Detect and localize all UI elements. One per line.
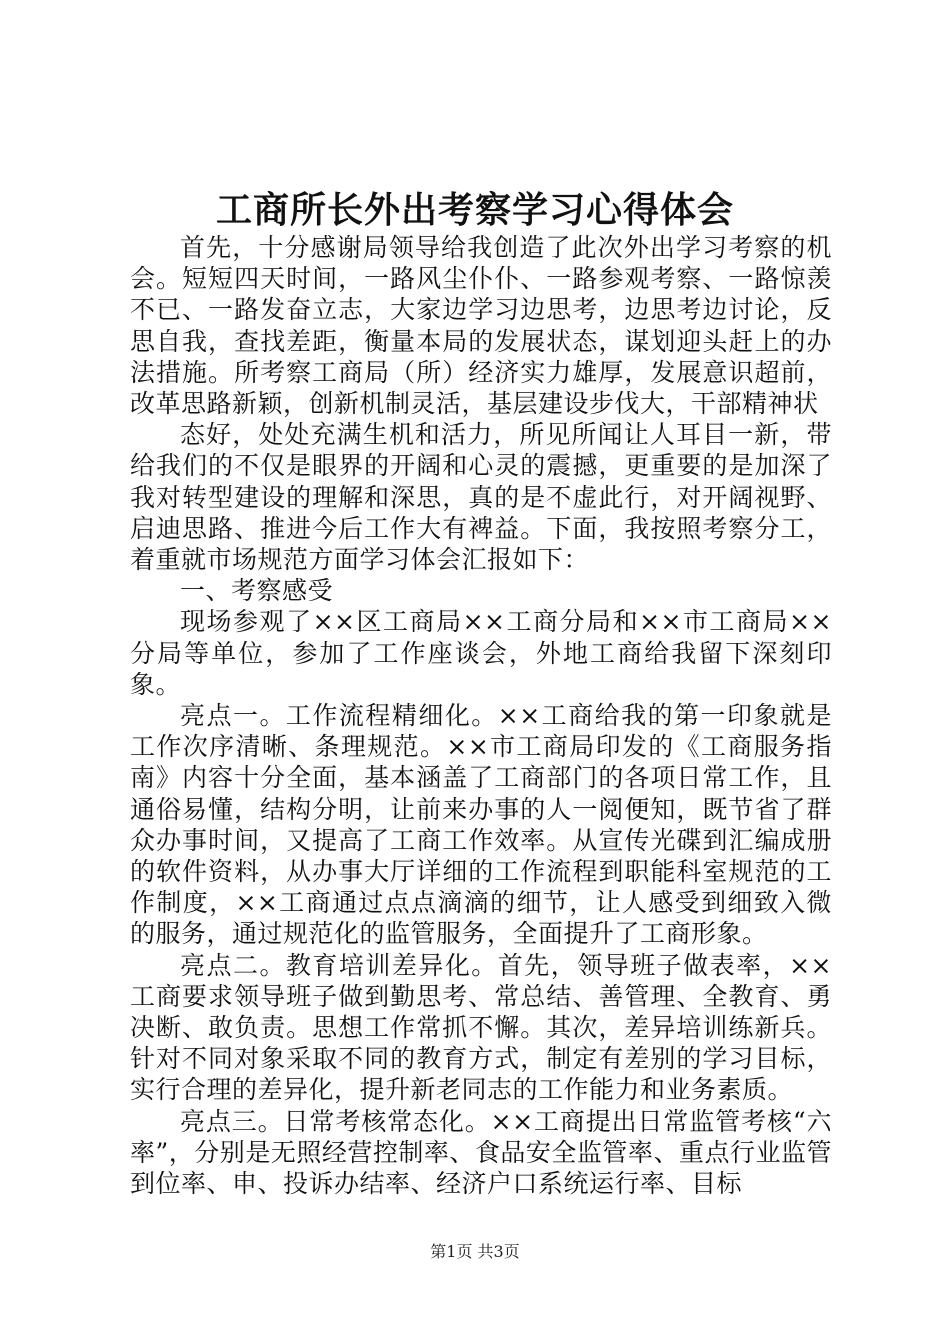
document-title: 工商所长外出考察学习心得体会	[215, 189, 734, 231]
document-body	[130, 232, 832, 1199]
paragraph-visit-summary: 现场参观了××区工商局××工商分局和××市工商局××分局等单位，参加了工作座谈会，外地工商给我留下深刻印象。	[130, 607, 832, 699]
paragraph-intro: 首先，十分感谢局领导给我创造了此次外出学习考察的机会。短短四天时间，一路风尘仆仆、一路参观考察、一路惊羡不已、一路发奋立志，大家边学习边思考，边思考边讨论，反思自我，查找差距，衡量本局的发展状态，谋划迎头赶上的办法措施。所考察工商局（所）经济实力雄厚，发展意识超前，改革思路新颖，创新机制灵活，基层建设步伐大，干部精神状	[130, 233, 832, 419]
section-heading: 一、考察感受	[180, 576, 334, 606]
paragraph-highlight-two: 亮点二。教育培训差异化。首先，领导班子做表率，××工商要求领导班子做到勤思考、常总结、善管理、全教育、勇决断、敢负责。思想工作常抓不懈。其次，差异培训练新兵。针对不同对象采取不同的教育方式，制定有差别的学习目标，实行合理的差异化，提升新老同志的工作能力和业务素质。	[130, 950, 832, 1105]
paragraph-highlight-one: 亮点一。工作流程精细化。××工商给我的第一印象就是工作次序清晰、条理规范。××市工商局印发的《工商服务指南》内容十分全面，基本涵盖了工商部门的各项日常工作，且通俗易懂，结构分明，让前来办事的人一阅便知，既节省了群众办事时间，又提高了工商工作效率。从宣传光碟到汇编成册的软件资料，从办事大厅详细的工作流程到职能科室规范的工作制度，××工商通过点点滴滴的细节，让人感受到细致入微的服务，通过规范化的监管服务，全面提升了工商形象。	[130, 701, 832, 949]
paragraph-highlight-three: 亮点三。日常考核常态化。××工商提出日常监管考核“六率”，分别是无照经营控制率、食品安全监管率、重点行业监管到位率、申、投诉办结率、经济户口系统运行率、目标	[130, 1106, 832, 1199]
paragraph-intro-continued: 态好，处处充满生机和活力，所见所闻让人耳目一新，带给我们的不仅是眼界的开阔和心灵的震撼，更重要的是加深了我对转型建设的理解和深思，真的是不虚此行，对开阔视野、启迪思路、推进今后工作大有裨益。下面，我按照考察分工，着重就市场规范方面学习体会汇报如下：	[130, 420, 832, 575]
page-number-footer: 第1页 共3页	[430, 1242, 520, 1261]
